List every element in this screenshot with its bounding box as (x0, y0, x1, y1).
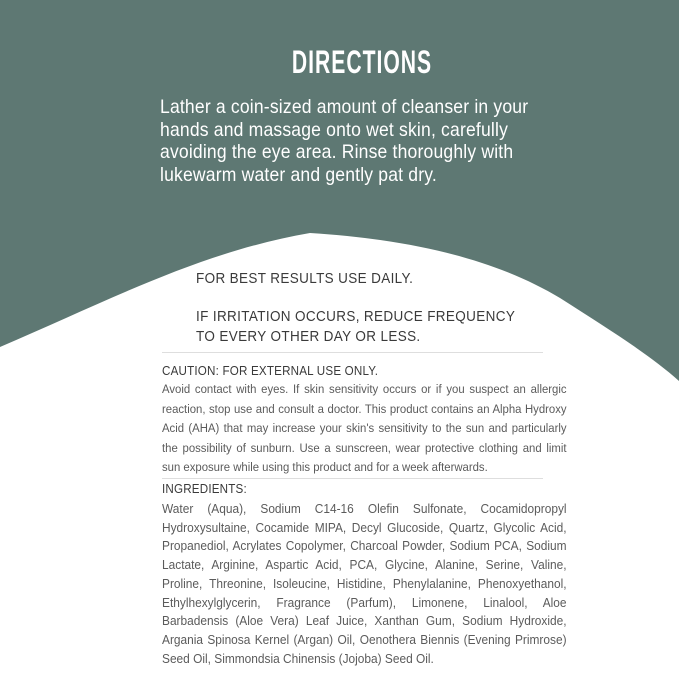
ingredients-heading: INGREDIENTS: (162, 482, 247, 496)
caution-text: Avoid contact with eyes. If skin sensitivity occurs or if you suspect an allergic reaction, stop use and consult a doctor. This product contains an Alpha Hydroxy Acid (AHA) that may increase your skin's sensitivity to the sun and particularly the possibility of sunburn. Use a sunscreen, wear protective clothing and limit sun exposure while using this product and for a week afterwards. (162, 382, 567, 474)
ingredients-text: Water (Aqua), Sodium C14-16 Olefin Sulfonate, Cocamidopropyl Hydroxysultaine, Cocamide MIPA, Decyl Glucoside, Quartz, Glycolic Acid, Propanediol, Acrylates Copolymer, Charcoal Powder, Sodium PCA, Sodium Lactate, Arginine, Aspartic Acid, PCA, Glycine, Alanine, Serine, Valine, Proline, Threonine, Isoleucine, Histidine, Phenylalanine, Phenoxyethanol, Ethylhexylglycerin, Fragrance (Parfum), Limonene, Linalool, Aloe Barbadensis (Aloe Vera) Leaf Juice, Xanthan Gum, Sodium Hydroxide, Argania Spinosa Kernel (Argan) Oil, Oenothera Biennis (Evening Primrose) Seed Oil, Simmondsia Chinensis (Jojoba) Seed Oil. (162, 501, 567, 666)
section-divider (162, 352, 543, 353)
directions-text-line: Lather a coin-sized amount of cleanser in your (160, 96, 529, 118)
caution-heading: CAUTION: FOR EXTERNAL USE ONLY. (162, 364, 379, 378)
directions-text (160, 96, 528, 186)
section-divider (162, 478, 543, 479)
directions-text-line: lukewarm water and gently pat dry. (160, 163, 437, 186)
directions-text-line: hands and massage onto wet skin, carefully (160, 118, 509, 141)
usage-irritation-note-line1: IF IRRITATION OCCURS, REDUCE FREQUENCY (196, 308, 516, 325)
usage-irritation-note-line2: TO EVERY OTHER DAY OR LESS. (196, 328, 421, 345)
directions-text-line: avoiding the eye area. Rinse thoroughly with (160, 141, 514, 164)
directions-title: DIRECTIONS (291, 44, 433, 80)
usage-daily-note: FOR BEST RESULTS USE DAILY. (196, 270, 414, 287)
